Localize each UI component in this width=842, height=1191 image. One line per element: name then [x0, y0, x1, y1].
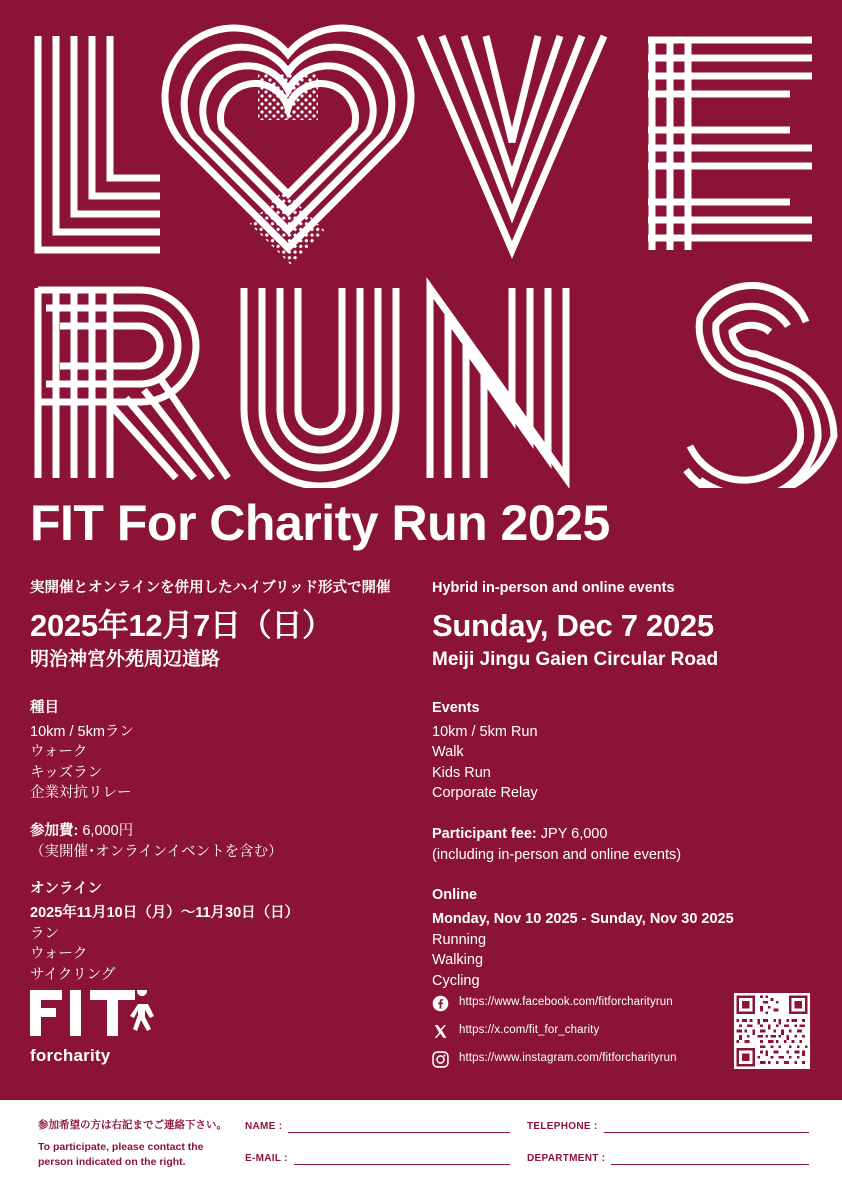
jp-fee-label: 参加費:	[30, 823, 79, 840]
en-events-head: Events	[432, 699, 480, 716]
footer-note-en: To participate, please contact the person indicated on the right.	[38, 1141, 204, 1169]
field-name[interactable]	[245, 1120, 510, 1133]
social-links	[432, 992, 762, 1076]
jp-event-item: ウォーク	[30, 744, 88, 761]
jp-online-item: サイクリング	[30, 966, 116, 983]
facebook-icon	[432, 995, 449, 1012]
en-event-item: Walk	[432, 744, 464, 761]
jp-online-period: 2025年11月10日（月）〜11月30日（日）	[30, 905, 300, 922]
jp-date: 2025年12月7日（日）	[30, 608, 333, 644]
x-twitter-icon	[432, 1023, 449, 1040]
letter-N	[430, 288, 566, 478]
english-column	[432, 578, 822, 992]
facebook-url: https://www.facebook.com/fitforcharityrun	[459, 996, 673, 1009]
instagram-url: https://www.instagram.com/fitforcharityrun	[459, 1052, 677, 1065]
field-name-input[interactable]	[288, 1120, 510, 1133]
letter-R	[38, 288, 228, 478]
social-link-facebook[interactable]	[432, 992, 762, 1014]
fit-mark-icon	[30, 990, 160, 1038]
en-event-item: 10km / 5km Run	[432, 723, 538, 740]
qr-code[interactable]	[734, 993, 810, 1069]
jp-online-head: オンライン	[30, 881, 103, 898]
jp-online-item: ラン	[30, 925, 59, 942]
field-department[interactable]	[527, 1152, 809, 1165]
footer-note	[38, 1118, 228, 1171]
social-link-x[interactable]	[432, 1020, 762, 1042]
en-online-head: Online	[432, 887, 478, 904]
letter-E	[648, 40, 812, 250]
en-fee-label: Participant fee:	[432, 826, 537, 843]
en-fee-note: (including in-person and online events)	[432, 846, 682, 863]
x-url: https://x.com/fit_for_charity	[459, 1024, 600, 1037]
japanese-column	[30, 578, 410, 986]
en-place: Meiji Jingu Gaien Circular Road	[432, 648, 719, 670]
field-email-label: E-MAIL :	[245, 1153, 288, 1164]
en-online-item: Cycling	[432, 972, 480, 989]
footer	[0, 1100, 842, 1191]
en-date: Sunday, Dec 7 2025	[432, 608, 714, 644]
jp-event-item: 10km / 5kmラン	[30, 723, 134, 740]
field-telephone[interactable]	[527, 1120, 809, 1133]
en-lead: Hybrid in-person and online events	[432, 580, 675, 596]
jp-events-head: 種目	[30, 699, 59, 716]
field-email[interactable]	[245, 1152, 510, 1165]
jp-fee	[30, 821, 410, 842]
jp-event-item: 企業対抗リレー	[30, 785, 132, 802]
en-event-item: Corporate Relay	[432, 785, 538, 802]
field-department-input[interactable]	[611, 1152, 809, 1165]
qr-code-icon	[734, 993, 810, 1069]
field-department-label: DEPARTMENT :	[527, 1153, 606, 1164]
en-event-item: Kids Run	[432, 764, 491, 781]
jp-event-item: キッズラン	[30, 764, 103, 781]
en-fee-value: JPY 6,000	[536, 826, 608, 843]
en-online-period: Monday, Nov 10 2025 - Sunday, Nov 30 2025	[432, 911, 734, 928]
field-name-label: NAME :	[245, 1121, 283, 1132]
jp-fee-value: 6,000円	[78, 823, 134, 840]
field-email-input[interactable]	[294, 1152, 510, 1165]
en-fee	[432, 824, 822, 845]
jp-online-item: ウォーク	[30, 946, 88, 963]
letter-S	[686, 285, 834, 488]
fit-logo-word: forcharity	[30, 1046, 111, 1065]
letter-U	[244, 288, 396, 486]
en-online-item: Running	[432, 931, 487, 948]
letter-V	[420, 36, 604, 250]
letter-L	[38, 36, 160, 250]
social-link-instagram[interactable]	[432, 1048, 762, 1070]
page-title: FIT For Charity Run 2025	[30, 495, 610, 551]
jp-lead: 実開催とオンラインを併用したハイブリッド形式で開催	[30, 580, 391, 596]
fit-for-charity-logo	[30, 990, 170, 1065]
jp-place: 明治神宮外苑周辺道路	[30, 648, 221, 670]
heart-icon	[165, 28, 411, 265]
jp-fee-note: （実開催･オンラインイベントを含む）	[30, 843, 283, 860]
instagram-icon	[432, 1051, 449, 1068]
field-telephone-label: TELEPHONE :	[527, 1121, 598, 1132]
footer-note-jp: 参加希望の方は右記までご連絡下さい。	[38, 1119, 227, 1131]
field-telephone-input[interactable]	[604, 1120, 809, 1133]
en-online-item: Walking	[432, 952, 484, 969]
love-runs-logo	[0, 18, 842, 488]
